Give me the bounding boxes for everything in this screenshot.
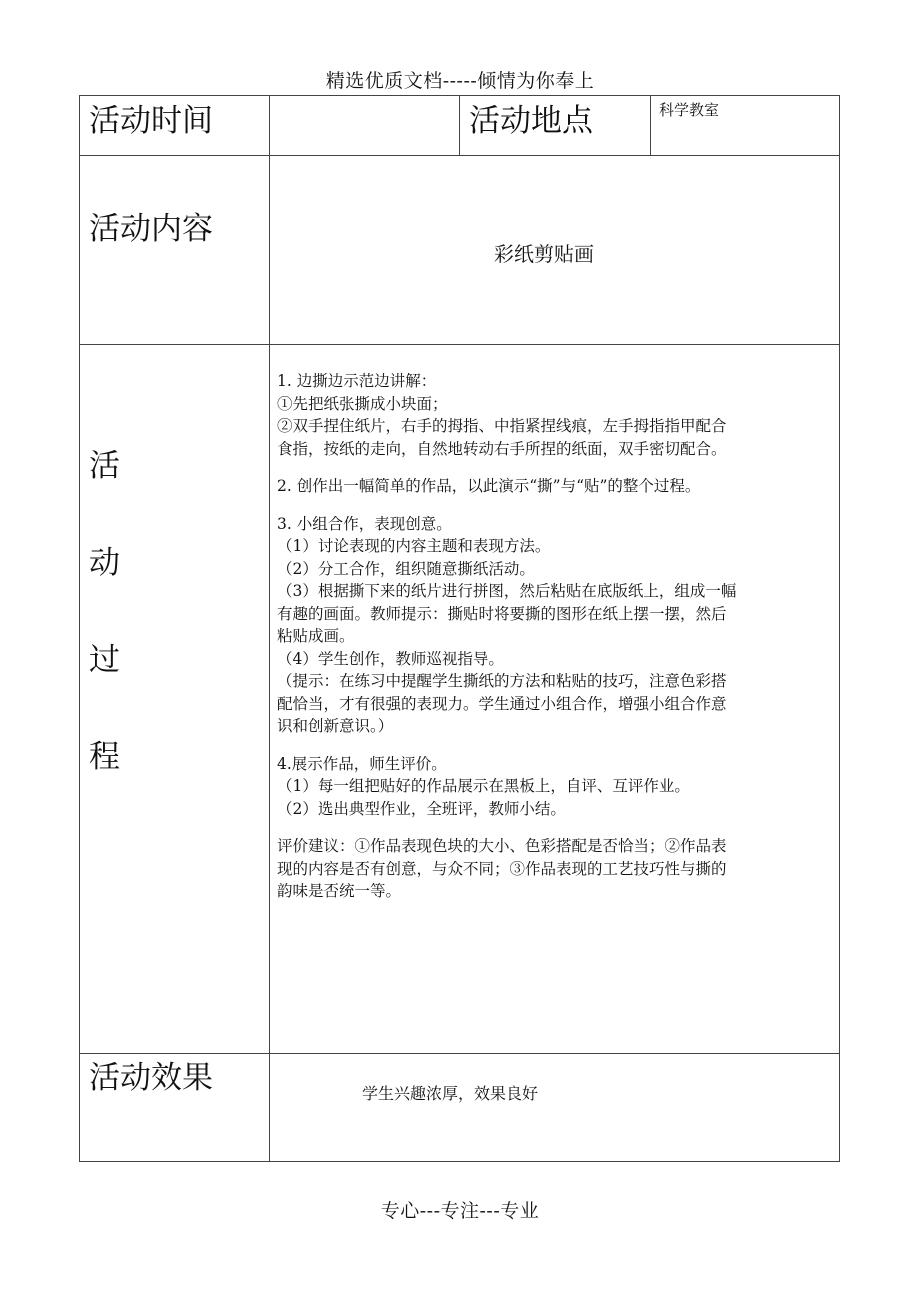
process-spacer [277, 738, 829, 753]
process-label-char: 程 [89, 739, 120, 775]
process-label-char: 活 [89, 448, 120, 484]
process-line: ②双手捏住纸片，右手的拇指、中指紧捏线痕，左手拇指指甲配合 [277, 417, 727, 435]
process-line: ①先把纸张撕成小块面； [277, 394, 448, 413]
effect-label: 活动效果 [89, 1060, 213, 1096]
table-row1-divider-b [650, 95, 651, 156]
process-label-char: 动 [89, 545, 120, 581]
table-row-separator-3 [79, 1053, 840, 1054]
time-label: 活动时间 [89, 103, 213, 139]
page-header: 精选优质文档-----倾情为你奉上 [325, 70, 595, 92]
page-footer: 专心---专注---专业 [380, 1200, 540, 1222]
process-line: 2. 创作出一幅简单的作品，以此演示“撕”与“贴”的整个过程。 [277, 477, 701, 495]
table-row-separator-2 [79, 344, 840, 345]
process-line: 4.展示作品，师生评价。 [277, 754, 447, 773]
content-label: 活动内容 [89, 211, 213, 247]
table-border-bottom [79, 1161, 840, 1162]
location-value: 科学教室 [659, 101, 720, 119]
process-label-char: 过 [89, 642, 120, 678]
process-line: （1）讨论表现的内容主题和表现方法。 [277, 537, 551, 555]
table-column-divider [269, 95, 270, 1162]
process-spacer [277, 460, 829, 475]
process-line: （2）选出典型作业，全班评，教师小结。 [277, 799, 566, 818]
process-content [277, 370, 829, 903]
process-spacer [277, 498, 829, 513]
table-border-left [79, 95, 80, 1162]
effect-value: 学生兴趣浓厚，效果良好 [362, 1084, 539, 1103]
process-line: 现的内容是否有创意，与众不同；③作品表现的工艺技巧性与撕的 [277, 859, 727, 878]
table-row-separator-1 [79, 155, 840, 156]
process-line: 识和创新意识。） [277, 717, 394, 735]
process-spacer [277, 820, 829, 835]
process-line: （提示：在练习中提醒学生撕纸的方法和粘贴的技巧，注意色彩搭 [277, 672, 727, 690]
process-line: （3）根据撕下来的纸片进行拼图，然后粘贴在底版纸上，组成一幅 [277, 582, 737, 600]
process-line: 3. 小组合作，表现创意。 [277, 514, 452, 533]
process-line: 粘贴成画。 [277, 627, 355, 645]
process-line: （4）学生创作，教师巡视指导。 [277, 649, 504, 668]
table-border-right [839, 95, 840, 1162]
location-label: 活动地点 [469, 103, 593, 139]
table-row1-divider-a [459, 95, 460, 156]
content-value: 彩纸剪贴画 [494, 242, 594, 266]
process-line: 食指，按纸的走向，自然地转动右手所捏的纸面，双手密切配合。 [277, 439, 727, 458]
process-line: 评价建议：①作品表现色块的大小、色彩搭配是否恰当；②作品表 [277, 837, 727, 855]
process-line: 有趣的画面。教师提示：撕贴时将要撕的图形在纸上摆一摆，然后 [277, 604, 727, 623]
process-line: 1. 边撕边示范边讲解： [277, 372, 437, 390]
process-line: （1）每一组把贴好的作品展示在黑板上，自评、互评作业。 [277, 777, 690, 795]
process-line: （2）分工合作，组织随意撕纸活动。 [277, 559, 535, 578]
process-line: 韵味是否统一等。 [277, 882, 402, 900]
process-line: 配恰当，才有很强的表现力。学生通过小组合作，增强小组合作意 [277, 694, 727, 713]
